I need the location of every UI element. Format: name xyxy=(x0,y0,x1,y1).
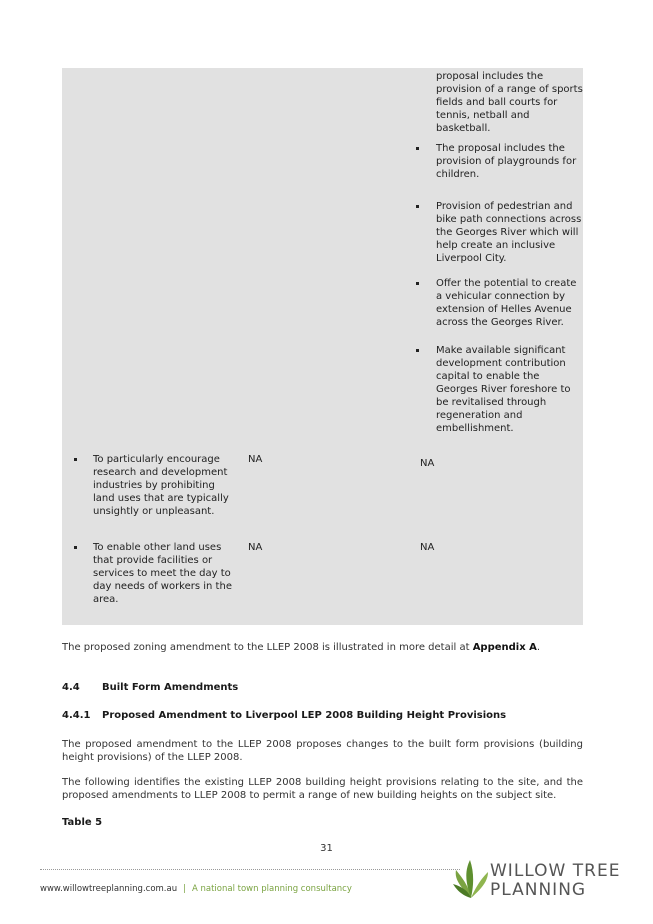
subsection-title: Proposed Amendment to Liverpool LEP 2008 Building Height Provisions xyxy=(102,710,507,721)
bullet-icon xyxy=(74,546,77,549)
section-title: Built Form Amendments xyxy=(102,682,239,693)
col3-text: Provision of pedestrian and bike path connections across the Georges River which will help create an inclusive Liverpool City. xyxy=(436,201,582,264)
bullet-icon xyxy=(416,205,419,208)
table-label: Table 5 xyxy=(62,817,103,828)
subsection-heading xyxy=(62,710,506,721)
logo-line-1: WILLOW TREE xyxy=(490,861,621,881)
objective-text: To particularly encourage research and development industries by prohibiting land uses that are typically unsightly or unpleasant. xyxy=(93,454,229,517)
bullet-icon xyxy=(416,282,419,285)
website-link[interactable]: www.willowtreeplanning.com.au xyxy=(40,884,178,894)
bullet-icon xyxy=(416,147,419,150)
objective-text: To enable other land uses that provide facilities or services to meet the day to day needs of workers in the area. xyxy=(93,542,232,605)
logo-line-2: PLANNING xyxy=(490,880,587,900)
page-number: 31 xyxy=(320,843,333,854)
willow-tree-logo-icon xyxy=(452,858,490,900)
paragraph: The proposed amendment to the LLEP 2008 proposes changes to the built form provisions (building height provisions) of the LLEP 2008. xyxy=(62,739,583,763)
na-value: NA xyxy=(420,542,435,553)
footer-text xyxy=(40,884,352,894)
bullet-icon xyxy=(416,349,419,352)
footer-separator: | xyxy=(183,884,186,894)
col3-text: proposal includes the provision of a range of sports fields and ball courts for tennis, netball and basketball. xyxy=(436,71,583,134)
appendix-paragraph xyxy=(62,641,583,654)
col3-text: Offer the potential to create a vehicular connection by extension of Helles Avenue across the Georges River. xyxy=(436,278,577,328)
amendment-table xyxy=(62,68,583,625)
appendix-period: . xyxy=(536,642,541,653)
logo-wordmark xyxy=(490,862,620,900)
na-value: NA xyxy=(248,542,263,553)
col3-text: The proposal includes the provision of playgrounds for children. xyxy=(436,143,577,180)
appendix-link[interactable]: Appendix A xyxy=(472,642,537,653)
paragraph: The following identifies the existing LLEP 2008 building height provisions relating to the site, and the proposed amendments to LLEP 2008 to permit a range of new building heights on the subject site. xyxy=(62,777,583,801)
na-value: NA xyxy=(420,458,435,469)
footer-divider xyxy=(40,869,460,870)
section-number: 4.4 xyxy=(62,682,80,693)
na-value: NA xyxy=(248,454,263,465)
col3-text: Make available significant development contribution capital to enable the Georges River foreshore to be revitalised through regeneration and embellishment. xyxy=(436,345,571,434)
subsection-number: 4.4.1 xyxy=(62,710,91,721)
appendix-text: The proposed zoning amendment to the LLEP 2008 is illustrated in more detail at xyxy=(62,642,473,653)
footer-tagline: A national town planning consultancy xyxy=(191,884,352,894)
section-heading xyxy=(62,682,238,693)
bullet-icon xyxy=(74,458,77,461)
